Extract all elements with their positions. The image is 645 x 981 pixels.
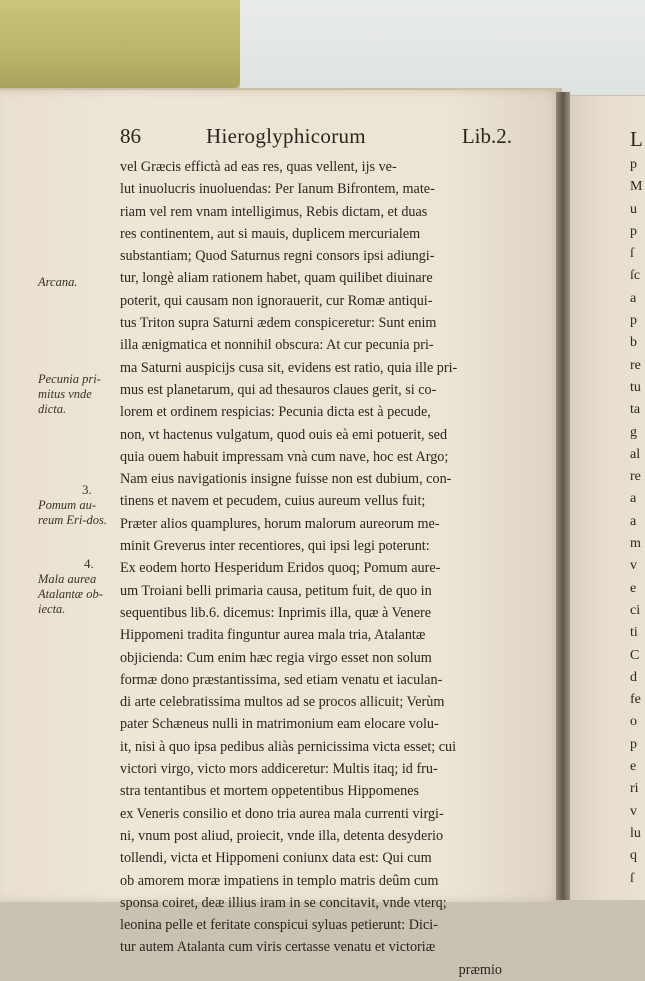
text-line: tinens et navem et pecudem, cuius aureum vellus fuit; bbox=[120, 493, 426, 510]
text-line: Hippomeni tradita finguntur aurea mala tria, Atalantæ bbox=[120, 627, 426, 644]
facing-page-fragment: e bbox=[630, 580, 637, 596]
text-line: tur autem Atalanta cum viris certasse venatu et victoriæ bbox=[120, 939, 436, 956]
text-line: um Troiani belli primaria causa, petitum fuit, de quo in bbox=[120, 582, 432, 599]
text-line: lut inuolucris inuoluendas: Per Ianum Bifrontem, mate- bbox=[120, 181, 435, 198]
text-line: riam vel rem vnam intelligimus, Rebis dictam, et duas bbox=[120, 203, 428, 220]
text-line: tur, longè aliam rationem habet, quam quilibet diuinare bbox=[120, 270, 433, 287]
text-line: Ex eodem horto Hesperidum Eridos quoq; Pomum aure- bbox=[120, 560, 441, 577]
text-line: mus est planetarum, qui ad thesauros claues gerit, si co- bbox=[120, 381, 437, 398]
text-line: non, vt hactenus vulgatum, quod ouis eà emi potuerit, sed bbox=[120, 426, 448, 443]
facing-page-fragment: C bbox=[630, 647, 640, 663]
facing-page-fragment: v bbox=[630, 558, 637, 574]
margin-number-4: 4. bbox=[84, 556, 94, 571]
facing-page-fragment: e bbox=[630, 759, 637, 775]
text-line: res continentem, aut si mauis, duplicem mercurialem bbox=[120, 225, 421, 242]
facing-page-fragment: p bbox=[630, 157, 637, 172]
text-line: illa ænigmatica et nonnihil obscura: At cur pecunia pri- bbox=[120, 337, 434, 354]
page-header bbox=[120, 124, 512, 152]
catchword: præmio bbox=[458, 961, 502, 978]
facing-page-fragment: ti bbox=[630, 625, 638, 641]
table-surface bbox=[240, 0, 645, 95]
text-line: sponsa coiret, deæ illius iram in se concitavit, vnde vterq; bbox=[120, 894, 447, 911]
facing-page-fragment: a bbox=[630, 491, 637, 507]
facing-page-fragment: d bbox=[630, 669, 637, 685]
text-line: lorem et ordinem respicias: Pecunia dicta est à pecude, bbox=[120, 404, 431, 421]
facing-page-fragment: p bbox=[630, 736, 637, 752]
running-title: Hieroglyphicorum bbox=[206, 124, 366, 148]
text-line: ma Saturni auspicijs cusa sit, evidens est ratio, quia ille pri- bbox=[120, 359, 458, 376]
facing-page-fragment: al bbox=[630, 446, 641, 462]
text-line: stra tentantibus et mortem oppetentibus Hippomenes bbox=[120, 783, 420, 800]
facing-page-fragment: o bbox=[630, 714, 637, 730]
margin-number-3: 3. bbox=[82, 482, 92, 497]
facing-page-fragment: tu bbox=[630, 379, 641, 395]
text-line: substantiam; Quod Saturnus regni consors ipsi adiungi- bbox=[120, 248, 435, 265]
facing-page-fragment: L bbox=[630, 127, 643, 151]
facing-page-fragment: ri bbox=[630, 781, 639, 797]
text-line: ni, vnum post aliud, proiecit, vnde illa, detenta desyderio bbox=[120, 827, 444, 844]
text-line: tollendi, victa et Hippomeni coniunx data est: Qui cum bbox=[120, 850, 432, 867]
page-number: 86 bbox=[120, 124, 141, 148]
facing-page-fragment: ſ bbox=[630, 246, 634, 262]
margin-note-arcana: Arcana. bbox=[38, 275, 78, 289]
main-text-block bbox=[120, 156, 505, 981]
facing-page-fragment: p bbox=[630, 313, 637, 329]
text-line: Nam eius navigationis insigne fuisse non est dubium, con- bbox=[120, 471, 452, 488]
text-line: formæ dono præstantissima, sed etiam venatu et iaculan- bbox=[120, 671, 443, 688]
facing-page-fragment: q bbox=[630, 848, 637, 864]
facing-page-fragment: ta bbox=[630, 402, 641, 418]
margin-note-pomum: Pomum au-reum Eri-dos. bbox=[38, 498, 107, 527]
facing-page-fragment: m bbox=[630, 536, 641, 552]
facing-page-fragment: ſc bbox=[630, 268, 641, 284]
facing-page-fragment: ſ bbox=[630, 870, 634, 886]
margin-note-pecunia: Pecunia pri-mitus vnde dicta. bbox=[38, 372, 101, 416]
text-line: ob amorem moræ impatiens in templo matris deûm cum bbox=[120, 872, 439, 889]
book-gutter bbox=[556, 92, 570, 900]
sponge-background bbox=[0, 0, 240, 88]
margin-note-mala-aurea: Mala aurea Atalantæ ob-iecta. bbox=[38, 572, 103, 616]
text-line: leonina pelle et feritate conspicui syluas petierunt: Dici- bbox=[120, 917, 438, 934]
text-line: victori virgo, victo mors addiceretur: Multis itaq; id fru- bbox=[120, 761, 438, 778]
facing-page-fragment: a bbox=[630, 290, 637, 306]
facing-page-fragment: b bbox=[630, 335, 637, 351]
facing-page-fragment: p bbox=[630, 223, 637, 239]
facing-page-fragment: g bbox=[630, 424, 637, 440]
text-line: quia ouem habuit impressam vnà cum nave, hoc est Argo; bbox=[120, 448, 449, 465]
text-line: objicienda: Cum enim hæc regia virgo esset non solum bbox=[120, 649, 432, 666]
text-line: it, nisi à quo ipsa pedibus aliàs pernicissima victa esset; cui bbox=[120, 738, 457, 755]
text-line: sequentibus lib.6. dicemus: Inprimis illa, quæ à Venere bbox=[120, 604, 432, 621]
text-line: tus Triton supra Saturni ædem conspiceretur: Sunt enim bbox=[120, 315, 437, 332]
text-line: poterit, qui causam non ignorauerit, cur Romæ antiqui- bbox=[120, 292, 433, 309]
facing-page-fragment: fe bbox=[630, 692, 641, 708]
text-line: pater Schæneus nulli in matrimonium eam elocare volu- bbox=[120, 716, 439, 733]
text-line: Præter alios quamplures, horum malorum aureorum me- bbox=[120, 515, 440, 532]
text-line: vel Græcis effictà ad eas res, quas vellent, ijs ve- bbox=[120, 159, 397, 175]
text-line: di arte celebratissima multos ad se procos allicuit; Verùm bbox=[120, 694, 445, 711]
facing-page-fragment: re bbox=[630, 357, 641, 373]
text-line: ex Veneris consilio et dono tria aurea mala currenti virgi- bbox=[120, 805, 444, 822]
facing-page-fragment: M bbox=[630, 179, 643, 195]
facing-page-text-fragments bbox=[630, 124, 645, 890]
facing-page-fragment: v bbox=[630, 803, 637, 819]
text-line: minit Greverus inter recentiores, qui ipsi legi poterunt: bbox=[120, 538, 430, 555]
book-number: Lib.2. bbox=[461, 124, 512, 148]
facing-page-fragment: ci bbox=[630, 602, 641, 618]
facing-page-fragment: u bbox=[630, 201, 637, 217]
facing-page-fragment: a bbox=[630, 513, 637, 529]
facing-page-fragment: lu bbox=[630, 825, 641, 841]
facing-page-fragment: re bbox=[630, 469, 641, 485]
